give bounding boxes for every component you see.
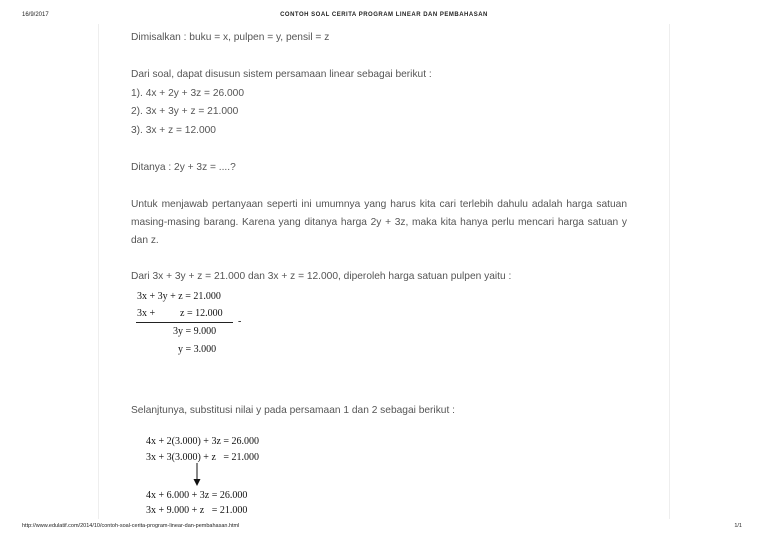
- subst-line-2: 3x + 3(3.000) + z = 21.000: [146, 452, 260, 463]
- subst-line-4: 3x + 9.000 + z = 21.000: [146, 505, 248, 516]
- equation-1: 1). 4x + 2y + 3z = 26.000: [131, 88, 244, 99]
- page-number: 1/1: [734, 523, 742, 529]
- elim-line-4: y = 3.000: [178, 344, 217, 355]
- equation-3: 3). 3x + z = 12.000: [131, 125, 216, 136]
- left-margin-rule: [98, 24, 99, 519]
- elim-line-2b: z = 12.000: [180, 308, 223, 319]
- explanation-paragraph: Untuk menjawab pertanyaan seperti ini umumnya yang harus kita cari terlebih dahulu adalah harga satuan masing-masing barang. Karena yang ditanya harga 2y + 3z, maka kita hanya perlu mencari harga satuan y dan z.: [131, 199, 627, 246]
- variables-definition: Dimisalkan : buku = x, pulpen = y, pensil = z: [131, 32, 330, 43]
- system-intro: Dari soal, dapat disusun sistem persamaan linear sebagai berikut :: [131, 69, 432, 80]
- elim-line-2a: 3x +: [137, 308, 156, 319]
- substitution-intro: Selanjtunya, substitusi nilai y pada persamaan 1 dan 2 sebagai berikut :: [131, 405, 455, 416]
- right-margin-rule: [669, 24, 670, 519]
- down-arrow-icon: [190, 462, 204, 488]
- elim-line-3: 3y = 9.000: [173, 326, 217, 337]
- pulpen-intro: Dari 3x + 3y + z = 21.000 dan 3x + z = 12.000, diperoleh harga satuan pulpen yaitu :: [131, 271, 512, 282]
- subst-line-3: 4x + 6.000 + 3z = 26.000: [146, 490, 248, 501]
- minus-sign: -: [238, 316, 242, 327]
- print-date: 16/9/2017: [22, 12, 49, 18]
- elim-underline: [136, 322, 233, 323]
- elim-line-1: 3x + 3y + z = 21.000: [137, 291, 221, 302]
- page-title: CONTOH SOAL CERITA PROGRAM LINEAR DAN PEMBAHASAN: [280, 12, 488, 18]
- question: Ditanya : 2y + 3z = ....?: [131, 162, 236, 173]
- subst-line-1: 4x + 2(3.000) + 3z = 26.000: [146, 436, 260, 447]
- source-url: http://www.edulatif.com/2014/10/contoh-soal-cerita-program-linear-dan-pembahasan.html: [22, 523, 240, 529]
- equation-2: 2). 3x + 3y + z = 21.000: [131, 106, 239, 117]
